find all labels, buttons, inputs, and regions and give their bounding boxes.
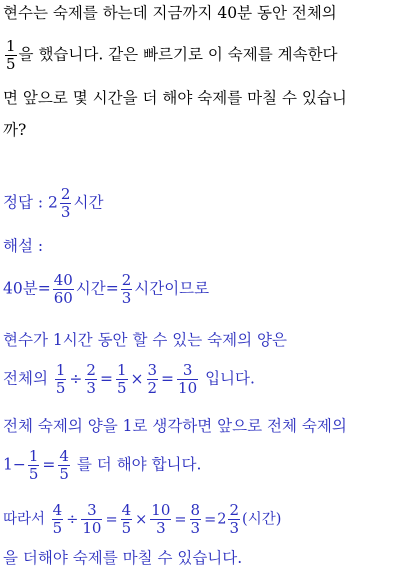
- explanation-label: 해설 :: [3, 237, 44, 255]
- fraction: [121, 272, 133, 307]
- question-text-4: 까?: [3, 121, 27, 139]
- operator: =: [105, 511, 118, 528]
- denominator: 60: [53, 289, 73, 307]
- numerator: 4: [121, 501, 132, 519]
- fraction: [228, 502, 240, 537]
- denominator: 5: [116, 379, 127, 397]
- fraction: [147, 362, 159, 397]
- denominator: 10: [82, 519, 102, 537]
- answer-fraction: [60, 186, 72, 221]
- fraction: [177, 362, 198, 397]
- numerator: 2: [229, 501, 240, 519]
- explanation-line-1: [3, 272, 209, 307]
- explanation-line-2: [3, 330, 287, 350]
- fraction: [52, 502, 64, 537]
- operator: =: [99, 369, 113, 388]
- operator: ÷: [66, 511, 79, 528]
- fraction: [81, 502, 102, 537]
- fraction: [28, 448, 40, 483]
- operator: ×: [135, 511, 148, 528]
- numerator: 2: [60, 185, 71, 203]
- fraction: [150, 502, 171, 537]
- denominator: 3: [190, 519, 201, 537]
- denominator: 5: [59, 465, 69, 483]
- text: 현수가 1시간 동안 할 수 있는 숙제의 양은: [3, 331, 287, 349]
- numerator: 40: [53, 271, 73, 289]
- text: 시간이므로: [134, 279, 210, 298]
- numerator: 4: [59, 447, 69, 465]
- denominator: 5: [121, 519, 132, 537]
- question-text-2: 을 했습니다. 같은 빠르기로 이 숙제를 계속한다: [18, 45, 338, 64]
- text: 따라서: [3, 511, 46, 528]
- explanation-line-7: [3, 548, 242, 568]
- text: 시간=: [75, 279, 119, 298]
- operator: ÷: [69, 369, 83, 388]
- explanation-line-6: [3, 502, 281, 537]
- explanation-line-4: [3, 416, 347, 436]
- operator: =: [42, 455, 56, 474]
- text: 입니다.: [205, 369, 255, 388]
- denominator: 5: [28, 465, 39, 483]
- text: 를 더 해야 합니다.: [76, 455, 202, 474]
- numerator: 10: [151, 501, 171, 519]
- fraction: [58, 448, 70, 483]
- explanation-line-3: [3, 362, 255, 397]
- denominator: 5: [6, 55, 16, 73]
- fraction-one-fifth: [5, 38, 17, 73]
- answer-label: 정답 :: [3, 193, 44, 212]
- numerator: 1: [6, 37, 16, 55]
- fraction: [53, 272, 74, 307]
- fraction: [121, 502, 133, 537]
- numerator: 2: [121, 271, 132, 289]
- question-line-1: [3, 3, 337, 23]
- answer-unit: 시간: [73, 193, 104, 212]
- denominator: 5: [55, 379, 66, 397]
- operator: =: [161, 369, 175, 388]
- numerator: 3: [147, 361, 158, 379]
- answer-whole: 2: [48, 193, 58, 212]
- denominator: 10: [178, 379, 198, 397]
- question-line-4: [3, 120, 26, 140]
- text: 1−: [3, 455, 26, 474]
- question-text-3: 면 앞으로 몇 시간을 더 해야 숙제를 마칠 수 있습니: [3, 89, 347, 107]
- operator: =: [204, 511, 217, 528]
- text: (시간): [242, 511, 282, 528]
- numerator: 1: [28, 447, 39, 465]
- denominator: 2: [147, 379, 158, 397]
- text: 전체의: [3, 369, 48, 388]
- text: 을 더해야 숙제를 마칠 수 있습니다.: [3, 549, 243, 567]
- denominator: 3: [156, 519, 166, 537]
- operator: =: [174, 511, 187, 528]
- question-line-3: [3, 88, 347, 108]
- operator: ×: [130, 369, 144, 388]
- numerator: 1: [116, 361, 127, 379]
- fraction: [55, 362, 67, 397]
- numerator: 8: [190, 501, 201, 519]
- numerator: 3: [177, 362, 198, 380]
- numerator: 3: [81, 502, 102, 520]
- numerator: 1: [55, 361, 66, 379]
- fraction: [85, 362, 97, 397]
- denominator: 5: [52, 519, 63, 537]
- text: 40분=: [3, 279, 51, 298]
- explanation-line-5: [3, 448, 201, 483]
- answer-line: [3, 186, 103, 221]
- denominator: 3: [60, 203, 71, 221]
- text: 전체 숙제의 양을 1로 생각하면 앞으로 전체 숙제의: [3, 417, 347, 435]
- denominator: 3: [229, 519, 240, 537]
- question-line-2: [3, 38, 338, 73]
- explanation-label-line: [3, 236, 43, 256]
- numerator: 2: [86, 361, 96, 379]
- denominator: 3: [86, 379, 96, 397]
- fraction: [116, 362, 128, 397]
- mixed-whole: 2: [217, 511, 227, 528]
- denominator: 3: [121, 289, 132, 307]
- question-text-1: 현수는 숙제를 하는데 지금까지 40분 동안 전체의: [3, 4, 337, 22]
- numerator: 4: [52, 501, 63, 519]
- fraction: [190, 502, 202, 537]
